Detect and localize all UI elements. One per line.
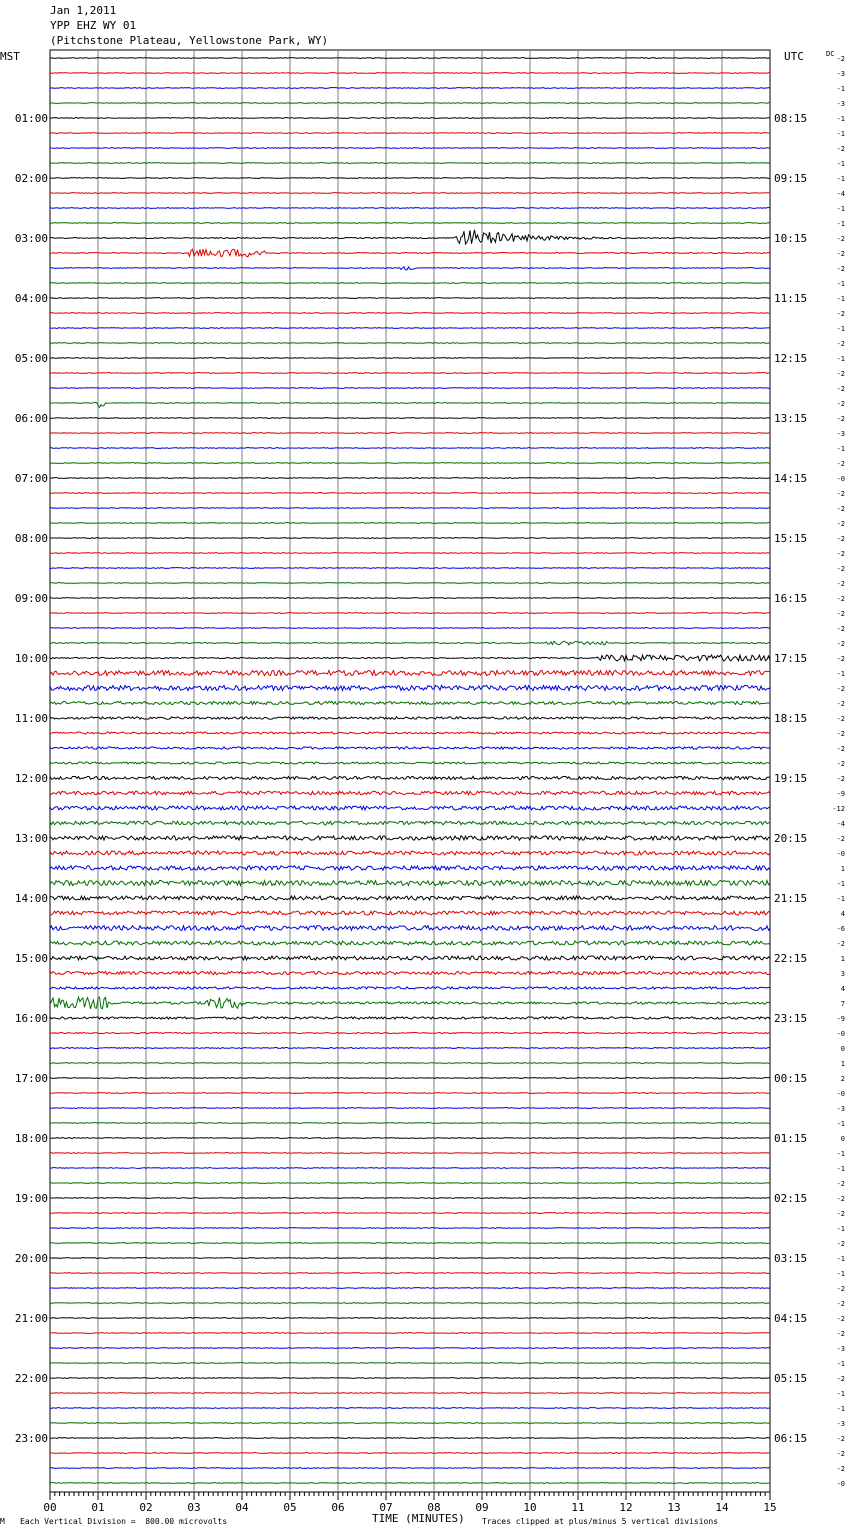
seismic-trace: [50, 941, 770, 945]
right-hour-label: 08:15: [774, 112, 808, 125]
dc-offset-label: -3: [836, 1105, 845, 1113]
left-hour-label: 23:00: [14, 1432, 48, 1445]
seismic-trace: [50, 133, 770, 134]
seismic-trace: [50, 1017, 770, 1019]
seismic-trace: [50, 1078, 770, 1079]
left-hour-label: 13:00: [14, 832, 48, 845]
seismic-trace: [50, 58, 770, 59]
seismic-trace: [50, 343, 770, 344]
seismic-trace: [50, 88, 770, 89]
left-hour-label: 21:00: [14, 1312, 48, 1325]
dc-offset-label: -1: [836, 1360, 845, 1368]
left-hour-label: 17:00: [14, 1072, 48, 1085]
x-tick-label: 11: [571, 1501, 585, 1514]
seismic-trace: [50, 403, 770, 408]
dc-offset-label: -1: [836, 1165, 845, 1173]
seismic-trace: [50, 866, 770, 870]
seismic-trace: [50, 508, 770, 509]
right-hour-label: 11:15: [774, 292, 808, 305]
seismic-trace: [50, 1408, 770, 1409]
dc-offset-label: -2: [836, 340, 845, 348]
x-tick-label: 08: [427, 1501, 441, 1514]
left-hour-label: 02:00: [14, 172, 48, 185]
dc-offset-label: -2: [836, 1195, 845, 1203]
right-hour-label: 20:15: [774, 832, 808, 845]
dc-offset-label: -2: [836, 940, 845, 948]
left-hour-label: 20:00: [14, 1252, 48, 1265]
left-hour-label: 18:00: [14, 1132, 48, 1145]
left-hour-label: 05:00: [14, 352, 48, 365]
plot-date: Jan 1,2011: [50, 4, 117, 17]
dc-offset-label: -2: [836, 685, 845, 693]
dc-offset-label: -2: [836, 625, 845, 633]
dc-offset-label: -2: [836, 400, 845, 408]
left-hour-label: 04:00: [14, 292, 48, 305]
seismic-trace: [50, 598, 770, 599]
plot-frame: [50, 50, 770, 1492]
dc-offset-label: 1: [840, 865, 845, 873]
left-hour-label: 09:00: [14, 592, 48, 605]
dc-offset-label: 1: [840, 1060, 845, 1068]
seismic-trace: [50, 1063, 770, 1064]
seismic-trace: [50, 478, 770, 479]
seismic-trace: [50, 1273, 770, 1274]
dc-offset-label: -0: [836, 1090, 845, 1098]
dc-offset-label: -2: [836, 385, 845, 393]
seismic-trace: [50, 926, 770, 931]
x-tick-label: 12: [619, 1501, 633, 1514]
seismic-trace: [50, 1468, 770, 1469]
right-hour-label: 18:15: [774, 712, 808, 725]
left-hour-label: 03:00: [14, 232, 48, 245]
right-hour-label: 04:15: [774, 1312, 808, 1325]
dc-offset-label: -3: [836, 1345, 845, 1353]
dc-offset-label: -2: [836, 1330, 845, 1338]
dc-offset-label: 4: [840, 910, 845, 918]
seismic-trace: [50, 103, 770, 104]
seismic-trace: [50, 613, 770, 614]
dc-offset-label: -1: [836, 130, 845, 138]
x-tick-label: 06: [331, 1501, 345, 1514]
dc-offset-label: -1: [836, 895, 845, 903]
right-hour-label: 09:15: [774, 172, 808, 185]
dc-offset-label: -2: [836, 370, 845, 378]
x-tick-label: 00: [43, 1501, 57, 1514]
left-hour-label: 01:00: [14, 112, 48, 125]
right-hour-label: 17:15: [774, 652, 808, 665]
dc-offset-label: -0: [836, 1030, 845, 1038]
left-timezone-label: MST: [0, 50, 20, 63]
seismic-trace: [50, 1108, 770, 1109]
dc-offset-label: -1: [836, 115, 845, 123]
x-tick-label: 05: [283, 1501, 297, 1514]
seismic-trace: [50, 1048, 770, 1049]
seismic-trace: [50, 1228, 770, 1229]
x-tick-label: 09: [475, 1501, 489, 1514]
dc-offset-label: -3: [836, 70, 845, 78]
left-hour-label: 08:00: [14, 532, 48, 545]
dc-offset-label: -2: [836, 415, 845, 423]
seismic-trace: [50, 1333, 770, 1334]
seismic-trace: [50, 685, 770, 690]
seismic-trace: [50, 1303, 770, 1304]
seismic-trace: [50, 553, 770, 554]
dc-offset-label: -2: [836, 1300, 845, 1308]
seismic-trace: [50, 1123, 770, 1124]
seismic-trace: [50, 732, 770, 734]
dc-offset-label: -2: [836, 700, 845, 708]
dc-offset-label: -2: [836, 640, 845, 648]
dc-offset-label: -2: [836, 250, 845, 258]
right-hour-label: 12:15: [774, 352, 808, 365]
dc-offset-label: -12: [832, 805, 845, 813]
dc-offset-label: -6: [836, 925, 845, 933]
dc-offset-label: -2: [836, 1240, 845, 1248]
dc-offset-label: -1: [836, 1270, 845, 1278]
dc-offset-label: -1: [836, 880, 845, 888]
seismic-trace: [50, 230, 770, 244]
dc-offset-label: -2: [836, 145, 845, 153]
right-hour-label: 03:15: [774, 1252, 808, 1265]
seismic-trace: [50, 628, 770, 629]
seismic-trace: [50, 821, 770, 825]
x-tick-label: 13: [667, 1501, 681, 1514]
seismic-trace: [50, 997, 770, 1009]
seismic-trace: [50, 911, 770, 915]
left-hour-label: 15:00: [14, 952, 48, 965]
right-hour-label: 23:15: [774, 1012, 808, 1025]
dc-offset-label: -2: [836, 535, 845, 543]
seismic-trace: [50, 538, 770, 539]
seismic-trace: [50, 880, 770, 885]
dc-offset-label: -2: [836, 565, 845, 573]
seismic-trace: [50, 178, 770, 179]
seismic-trace: [50, 1288, 770, 1289]
seismic-trace: [50, 836, 770, 840]
seismic-trace: [50, 776, 770, 779]
dc-offset-label: -1: [836, 280, 845, 288]
dc-offset-label: -2: [836, 550, 845, 558]
right-hour-label: 14:15: [774, 472, 808, 485]
dc-offset-label: -4: [836, 820, 845, 828]
right-hour-label: 13:15: [774, 412, 808, 425]
seismic-trace: [50, 896, 770, 900]
dc-offset-label: -2: [836, 505, 845, 513]
dc-offset-label: -2: [836, 595, 845, 603]
seismic-trace: [50, 373, 770, 374]
dc-offset-label: -2: [836, 1450, 845, 1458]
seismic-trace: [50, 249, 770, 257]
seismic-trace: [50, 358, 770, 359]
seismic-trace: [50, 583, 770, 584]
dc-offset-label: -2: [836, 1210, 845, 1218]
seismic-trace: [50, 223, 770, 224]
seismic-trace: [50, 956, 770, 960]
right-hour-label: 01:15: [774, 1132, 808, 1145]
x-tick-label: 02: [139, 1501, 153, 1514]
corner-mark: M: [0, 1517, 5, 1526]
dc-offset-label: -2: [836, 1465, 845, 1473]
seismic-trace: [50, 1168, 770, 1169]
seismic-trace: [50, 463, 770, 464]
dc-label: DC: [826, 50, 835, 58]
dc-offset-label: -1: [836, 1390, 845, 1398]
dc-offset-label: -2: [836, 655, 845, 663]
seismic-trace: [50, 267, 770, 270]
seismic-trace: [50, 433, 770, 434]
seismic-trace: [50, 1183, 770, 1184]
seismic-trace: [50, 148, 770, 149]
x-tick-label: 01: [91, 1501, 105, 1514]
seismic-trace: [50, 1393, 770, 1394]
seismic-trace: [50, 1348, 770, 1349]
x-tick-label: 15: [763, 1501, 777, 1514]
dc-offset-label: 1: [840, 955, 845, 963]
dc-offset-label: -1: [836, 355, 845, 363]
seismic-trace: [50, 448, 770, 449]
seismic-trace: [50, 1438, 770, 1439]
right-hour-label: 19:15: [774, 772, 808, 785]
seismic-trace: [50, 208, 770, 209]
seismic-trace: [50, 1093, 770, 1094]
seismic-trace: [50, 418, 770, 419]
seismic-trace: [50, 73, 770, 74]
dc-offset-label: -2: [836, 55, 845, 63]
right-hour-label: 22:15: [774, 952, 808, 965]
dc-offset-label: 2: [840, 1075, 845, 1083]
dc-offset-label: -2: [836, 715, 845, 723]
seismic-trace: [50, 298, 770, 299]
dc-offset-label: 3: [840, 970, 845, 978]
dc-offset-label: -1: [836, 1120, 845, 1128]
seismic-trace: [50, 313, 770, 314]
seismic-trace: [50, 641, 770, 645]
left-hour-label: 16:00: [14, 1012, 48, 1025]
seismic-trace: [50, 118, 770, 119]
seismic-trace: [50, 1483, 770, 1484]
seismic-trace: [50, 851, 770, 855]
dc-offset-label: -2: [836, 760, 845, 768]
seismic-trace: [50, 762, 770, 764]
right-hour-label: 06:15: [774, 1432, 808, 1445]
seismic-trace: [50, 163, 770, 164]
right-hour-label: 00:15: [774, 1072, 808, 1085]
x-tick-label: 10: [523, 1501, 537, 1514]
left-hour-label: 10:00: [14, 652, 48, 665]
seismic-trace: [50, 1138, 770, 1139]
scale-note: Each Vertical Division = 800.00 microvolts: [20, 1517, 228, 1526]
seismic-trace: [50, 283, 770, 284]
left-hour-label: 11:00: [14, 712, 48, 725]
seismic-trace: [50, 701, 770, 704]
seismic-trace: [50, 388, 770, 389]
dc-offset-label: -2: [836, 1285, 845, 1293]
dc-offset-label: 0: [840, 1045, 845, 1053]
right-timezone-label: UTC: [784, 50, 804, 63]
station-code: YPP EHZ WY 01: [50, 19, 137, 32]
dc-offset-label: -3: [836, 430, 845, 438]
seismic-trace: [50, 1363, 770, 1364]
dc-offset-label: -1: [836, 220, 845, 228]
dc-offset-label: -2: [836, 775, 845, 783]
seismic-trace: [50, 747, 770, 749]
dc-offset-label: -1: [836, 670, 845, 678]
dc-offset-label: -2: [836, 235, 845, 243]
x-tick-label: 04: [235, 1501, 249, 1514]
dc-offset-label: -2: [836, 1180, 845, 1188]
dc-offset-label: 0: [840, 1135, 845, 1143]
seismic-trace: [50, 987, 770, 989]
dc-offset-label: -2: [836, 835, 845, 843]
seismic-trace: [50, 1213, 770, 1214]
dc-offset-label: -9: [836, 790, 845, 798]
dc-offset-label: -1: [836, 175, 845, 183]
right-hour-label: 21:15: [774, 892, 808, 905]
dc-offset-label: -2: [836, 730, 845, 738]
dc-offset-label: -0: [836, 475, 845, 483]
x-axis-title: TIME (MINUTES): [372, 1512, 465, 1525]
seismic-trace: [50, 971, 770, 974]
seismic-trace: [50, 1423, 770, 1424]
seismic-trace: [50, 717, 770, 719]
seismic-trace: [50, 1318, 770, 1319]
dc-offset-label: -1: [836, 85, 845, 93]
seismic-trace: [50, 1453, 770, 1454]
dc-offset-label: -4: [836, 190, 845, 198]
seismic-trace: [50, 1378, 770, 1379]
dc-offset-label: -1: [836, 205, 845, 213]
dc-offset-label: -3: [836, 1420, 845, 1428]
seismic-trace: [50, 655, 770, 661]
left-hour-label: 12:00: [14, 772, 48, 785]
right-hour-label: 10:15: [774, 232, 808, 245]
dc-offset-label: -1: [836, 445, 845, 453]
seismic-trace: [50, 568, 770, 569]
seismic-trace: [50, 670, 770, 675]
right-hour-label: 02:15: [774, 1192, 808, 1205]
dc-offset-label: -2: [836, 520, 845, 528]
dc-offset-label: -1: [836, 1255, 845, 1263]
dc-offset-label: -1: [836, 1150, 845, 1158]
dc-offset-label: -2: [836, 490, 845, 498]
dc-offset-label: -2: [836, 265, 845, 273]
left-hour-label: 14:00: [14, 892, 48, 905]
dc-offset-label: 4: [840, 985, 845, 993]
seismic-trace: [50, 1153, 770, 1154]
seismic-trace: [50, 1198, 770, 1199]
x-tick-label: 07: [379, 1501, 393, 1514]
dc-offset-label: -2: [836, 1435, 845, 1443]
dc-offset-label: -2: [836, 460, 845, 468]
dc-offset-label: -1: [836, 295, 845, 303]
dc-offset-label: -1: [836, 160, 845, 168]
seismic-trace: [50, 806, 770, 810]
left-hour-label: 07:00: [14, 472, 48, 485]
dc-offset-label: -9: [836, 1015, 845, 1023]
station-location: (Pitchstone Plateau, Yellowstone Park, WY): [50, 34, 329, 47]
dc-offset-label: -1: [836, 1405, 845, 1413]
seismic-trace: [50, 328, 770, 329]
dc-offset-label: -2: [836, 610, 845, 618]
dc-offset-label: -2: [836, 1315, 845, 1323]
seismic-trace: [50, 791, 770, 795]
seismic-trace: [50, 523, 770, 524]
dc-offset-label: -3: [836, 100, 845, 108]
seismic-trace: [50, 493, 770, 494]
clip-note: Traces clipped at plus/minus 5 vertical divisions: [482, 1517, 719, 1526]
dc-offset-label: -0: [836, 1480, 845, 1488]
seismic-trace: [50, 1258, 770, 1259]
left-hour-label: 06:00: [14, 412, 48, 425]
dc-offset-label: -2: [836, 580, 845, 588]
dc-offset-label: 7: [840, 1000, 845, 1008]
dc-offset-label: -1: [836, 325, 845, 333]
x-tick-label: 03: [187, 1501, 201, 1514]
seismic-trace: [50, 1243, 770, 1244]
dc-offset-label: -2: [836, 310, 845, 318]
dc-offset-label: -0: [836, 850, 845, 858]
dc-offset-label: -2: [836, 745, 845, 753]
left-hour-label: 22:00: [14, 1372, 48, 1385]
right-hour-label: 16:15: [774, 592, 808, 605]
dc-offset-label: -1: [836, 1225, 845, 1233]
right-hour-label: 05:15: [774, 1372, 808, 1385]
right-hour-label: 15:15: [774, 532, 808, 545]
left-hour-label: 19:00: [14, 1192, 48, 1205]
seismic-trace: [50, 193, 770, 194]
dc-offset-label: -2: [836, 1375, 845, 1383]
x-tick-label: 14: [715, 1501, 729, 1514]
seismic-trace: [50, 1032, 770, 1033]
